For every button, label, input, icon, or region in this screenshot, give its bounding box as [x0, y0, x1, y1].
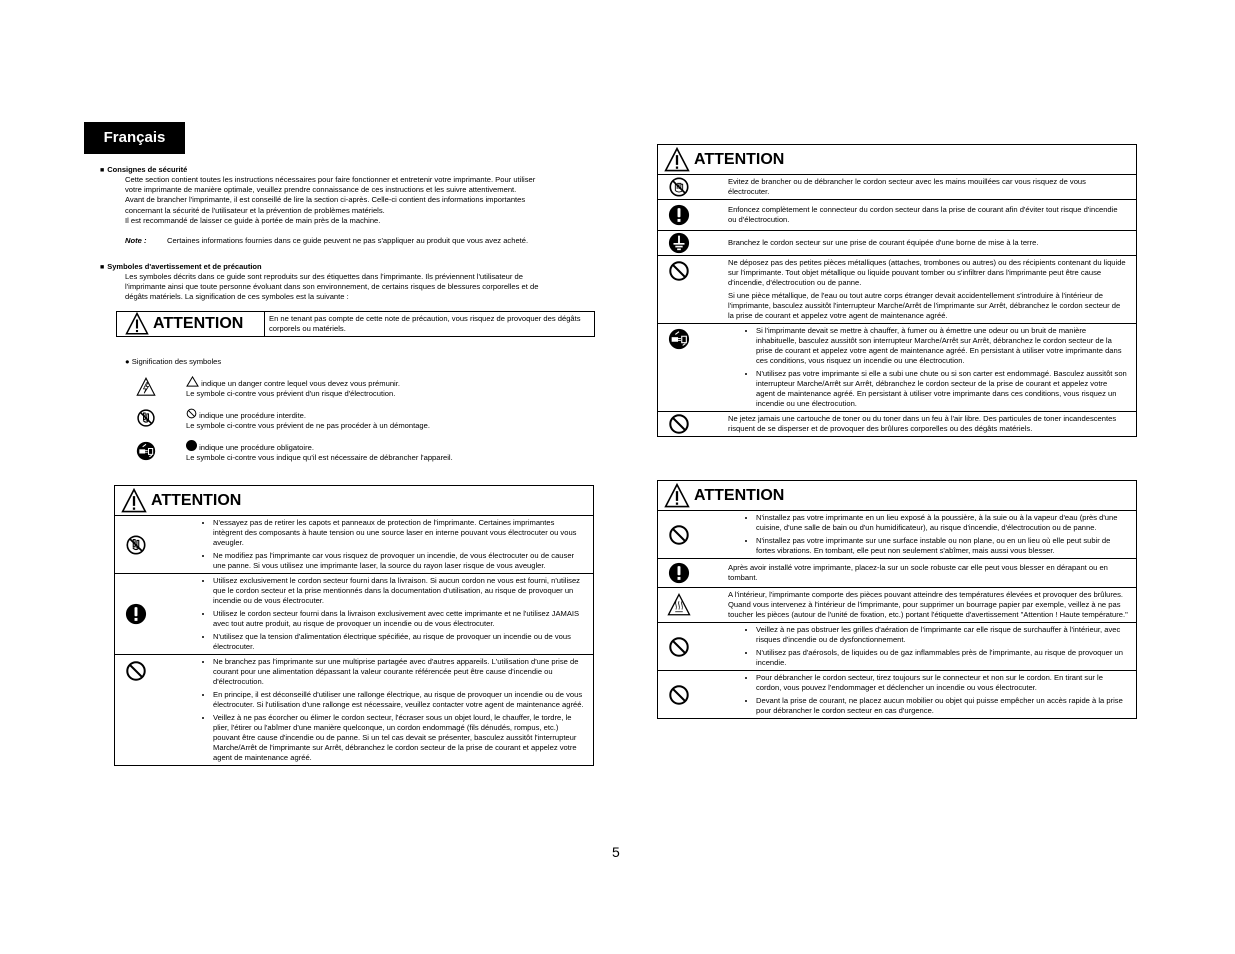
- table-row: [658, 175, 1137, 200]
- attention-table-header: ATTENTION: [658, 481, 1137, 511]
- list-item: • N'utilisez pas votre imprimante si elle a subi une chute ou si son carter est endommagé. Basculez aussitôt son interrupteur Marche/Arrêt sur Arrêt, débranchez le cordon secteur de la prise de courant et appelez votre agent de maintenance agréé. En persistant à utiliser votre imprimante dans ces conditions, vous risquez un incendie ou une électrocution.: [756, 369, 1128, 409]
- safety-paragraph: Cette section contient toutes les instructions nécessaires pour faire fonctionner et entretenir votre imprimante. Pour utiliser votre imprimante de manière optimale, veuillez prendre connaissance de ces instructions et les suivre attentivement. Avant de brancher l'imprimante, il est conseillé de lire la section ci-après. Celle-ci contient des informations importantes concernant la sécurité de l'utilisateur et la prévention de problèmes matériels. Il est recommandé de laisser ce guide à portée de main près de la machine.: [125, 175, 536, 225]
- ground-icon: [668, 232, 690, 254]
- attention-table-right-bottom: [657, 480, 1137, 719]
- table-row: [658, 200, 1137, 231]
- small-warning-icon: [186, 376, 199, 387]
- row-text: Si une pièce métallique, de l'eau ou tout autre corps étranger devait accidentellement s'introduire à l'intérieur de l'imprimante, basculez aussitôt l'interrupteur Marche/Arrêt de l'imprimante sur Arrêt, débranchez le cordon secteur de la prise de courant et appelez votre agent de maintenance agréé.: [728, 291, 1121, 320]
- symbols-heading: ■ Symboles d'avertissement et de précaution: [100, 262, 262, 271]
- mandatory-icon: [125, 603, 147, 625]
- prohibited-icon: [668, 260, 690, 282]
- symbols-meaning-heading: ● Signification des symboles: [125, 357, 222, 366]
- note-label: Note :: [125, 236, 147, 245]
- prohibited-icon: [668, 413, 690, 435]
- symbols-paragraph: Les symboles décrits dans ce guide sont reproduits sur des étiquettes dans l'imprimante. Ils préviennent l'utilisateur de l'imprimante ainsi que toute personne évoluant dans son environnement, de certains risques de blessures corporelles et de dégâts matériels. La signification de ces symboles est la suivante :: [125, 272, 539, 302]
- mandatory-icon: [668, 204, 690, 226]
- attention-table-right-top: [657, 144, 1137, 437]
- safety-heading: ■ Consignes de sécurité: [100, 165, 188, 174]
- attention-legend-label: [117, 312, 265, 336]
- attention-table-header: ATTENTION: [658, 145, 1137, 175]
- warning-icon: [121, 488, 147, 514]
- table-row: [658, 623, 1137, 671]
- row-text: A l'intérieur, l'imprimante comporte des pièces pouvant atteindre des températures élevées et provoquer des brûlures. Quand vous intervenez à l'intérieur de l'imprimante, pour supprimer un bourrage papier par exemple, veillez à ne pas toucher les pièces (autour de l'unité de fixation, etc.) portant l'étiquette d'avertissement "Attention ! Haute température.": [728, 590, 1128, 619]
- row-text: Evitez de brancher ou de débrancher le cordon secteur avec les mains mouillées car vous risquez de vous électrocuter.: [728, 177, 1086, 196]
- table-row: [115, 655, 594, 766]
- list-item: • Utilisez exclusivement le cordon secteur fourni dans la livraison. Si aucun cordon ne vous est fourni, n'utilisez que le cordon secteur et la prise mentionnés dans la documentation d'utilisation, au risque de provoquer un incendie ou de vous électrocuter.: [213, 576, 585, 606]
- row-text: Branchez le cordon secteur sur une prise de courant équipée d'une borne de mise à la terre.: [728, 238, 1039, 247]
- warning-icon: [664, 147, 690, 173]
- list-item: • Si l'imprimante devait se mettre à chauffer, à fumer ou à émettre une odeur ou un bruit de manière inhabituelle, basculez aussitôt son interrupteur Marche/Arrêt sur Arrêt, débranchez le cordon secteur de la prise de courant et appelez votre agent de maintenance agréé. En persistant à utiliser votre imprimante dans ces conditions, vous risquez un incendie ou une électrocution.: [756, 326, 1128, 366]
- list-item: • N'essayez pas de retirer les capots et panneaux de protection de l'imprimante. Certaines imprimantes intègrent des composants à haute tension ou une source laser en interne pouvant vous électrocuter ou vous aveugler.: [213, 518, 585, 548]
- table-row: [658, 671, 1137, 719]
- list-item: • Ne branchez pas l'imprimante sur une multiprise partagée avec d'autres appareils. L'utilisation d'une prise de courant pour une alimentation dépassant la valeur courante référencée peut être cause d'incendie ou d'électrocution.: [213, 657, 585, 687]
- table-row: [658, 256, 1137, 324]
- no-disassembly-icon: [136, 408, 156, 428]
- prohibited-icon: [668, 684, 690, 706]
- list-item: • Veillez à ne pas obstruer les grilles d'aération de l'imprimante car elle risque de surchauffer à l'intérieur, avec risques d'incendie ou de dysfonctionnement.: [756, 625, 1128, 645]
- attention-legend-description: En ne tenant pas compte de cette note de précaution, vous risquez de provoquer des dégâts corporels ou matériels.: [269, 314, 581, 333]
- table-row: [658, 559, 1137, 588]
- no-wet-hands-icon: [668, 176, 690, 198]
- warning-icon: [125, 312, 149, 336]
- hot-surface-icon: [667, 593, 691, 617]
- list-item: • N'utilisez que la tension d'alimentation électrique spécifiée, au risque de provoquer un incendie ou de vous électrocuter.: [213, 632, 585, 652]
- row-text: Après avoir installé votre imprimante, placez-la sur un socle robuste car elle peut vous blesser en dérapant ou en tombant.: [728, 563, 1108, 582]
- attention-legend: [116, 311, 595, 337]
- no-disassembly-icon: [125, 534, 147, 556]
- table-row: [115, 574, 594, 655]
- note-text: Certaines informations fournies dans ce guide peuvent ne pas s'appliquer au produit que vous avez acheté.: [167, 236, 529, 245]
- mandatory-icon: [668, 562, 690, 584]
- list-item: • N'utilisez pas d'aérosols, de liquides ou de gaz inflammables près de l'imprimante, au risque de provoquer un incendie.: [756, 648, 1128, 668]
- page-number: 5: [612, 844, 620, 860]
- language-tab: Français: [84, 122, 185, 154]
- table-row: [658, 511, 1137, 559]
- table-row: [658, 588, 1137, 623]
- prohibited-icon: [668, 524, 690, 546]
- table-row: [658, 324, 1137, 412]
- electric-shock-icon: [136, 377, 156, 397]
- table-row: [658, 412, 1137, 437]
- list-item: • Pour débrancher le cordon secteur, tirez toujours sur le connecteur et non sur le cordon. En tirant sur le cordon, vous pouvez l'endommager et déclencher un incendie ou vous électrocuter.: [756, 673, 1128, 693]
- row-text: Enfoncez complètement le connecteur du cordon secteur dans la prise de courant afin d'éviter tout risque d'incendie ou d'électrocution.: [728, 205, 1118, 224]
- unplug-icon: [136, 441, 156, 461]
- list-item: • Devant la prise de courant, ne placez aucun mobilier ou objet qui puisse empêcher un accès rapide à la prise pour débrancher le cordon secteur en cas d'urgence.: [756, 696, 1128, 716]
- attention-table-left: [114, 485, 594, 766]
- attention-table-header: ATTENTION: [115, 486, 594, 516]
- symbol-row-mandatory: indique une procédure obligatoire. Le symbole ci-contre vous indique qu'il est nécessaire de débrancher l'appareil.: [186, 440, 453, 463]
- small-prohibited-icon: [186, 408, 197, 419]
- table-row: [115, 516, 594, 574]
- attention-word: ATTENTION: [153, 315, 244, 332]
- prohibited-icon: [125, 660, 147, 682]
- small-mandatory-icon: [186, 440, 197, 451]
- unplug-icon: [668, 328, 690, 350]
- warning-icon: [664, 483, 690, 509]
- prohibited-icon: [668, 636, 690, 658]
- list-item: • En principe, il est déconseillé d'utiliser une rallonge électrique, au risque de provoquer un incendie ou de vous électrocuter. Si l'utilisation d'une rallonge est nécessaire, veuillez contacter votre agent de maintenance agréé.: [213, 690, 585, 710]
- list-item: • N'installez pas votre imprimante en un lieu exposé à la poussière, à la suie ou à la vapeur d'eau (près d'une cuisine, d'une salle de bain ou d'un humidificateur), au risque d'incendie, d'électrocution ou de panne.: [756, 513, 1128, 533]
- row-text: Ne déposez pas des petites pièces métalliques (attaches, trombones ou autres) ou des récipients contenant du liquide sur l'imprimante. Tout objet métallique ou liquide pouvant tomber ou s'infiltrer dans l'imprimante peut être cause d'incendie, d'électrocution ou de panne.: [728, 258, 1126, 287]
- symbol-row-prohibited: indique une procédure interdite. Le symbole ci-contre vous prévient de ne pas procéder à un démontage.: [186, 408, 430, 431]
- row-text: Ne jetez jamais une cartouche de toner ou du toner dans un feu à l'air libre. Des particules de toner incandescentes risquent de se disperser et de provoquer des brûlures corporelles ou des dégâts matériels.: [728, 414, 1117, 433]
- symbol-row-warning: indique un danger contre lequel vous devez vous prémunir. Le symbole ci-contre vous prévient d'un risque d'électrocution.: [186, 376, 400, 399]
- list-item: • Utilisez le cordon secteur fourni dans la livraison exclusivement avec cette imprimante et ne l'utilisez JAMAIS avec tout autre produit, au risque de provoquer un incendie ou de vous électrocuter.: [213, 609, 585, 629]
- table-row: [658, 231, 1137, 256]
- list-item: • Ne modifiez pas l'imprimante car vous risquez de provoquer un incendie, de vous électrocuter ou de causer une panne. Si vous utilisez une imprimante laser, la source du rayon laser risque de vous aveugler.: [213, 551, 585, 571]
- list-item: • Veillez à ne pas écorcher ou élimer le cordon secteur, l'écraser sous un objet lourd, le chauffer, le tordre, le plier, l'étirer ou l'abîmer d'une manière quelconque, un cordon endommagé (fils dénudés, rompus, etc.) pouvant être cause d'incendie ou de panne. Si un tel cas devait se présenter, basculez aussitôt l'interrupteur Marche/Arrêt de l'imprimante sur Arrêt, débranchez le cordon secteur de la prise de courant et appelez votre agent de maintenance agréé.: [213, 713, 585, 763]
- list-item: • N'installez pas votre imprimante sur une surface instable ou non plane, ou en un lieu où elle peut subir de fortes vibrations. En tombant, elle peut non seulement s'abîmer, mais aussi vous blesser.: [756, 536, 1128, 556]
